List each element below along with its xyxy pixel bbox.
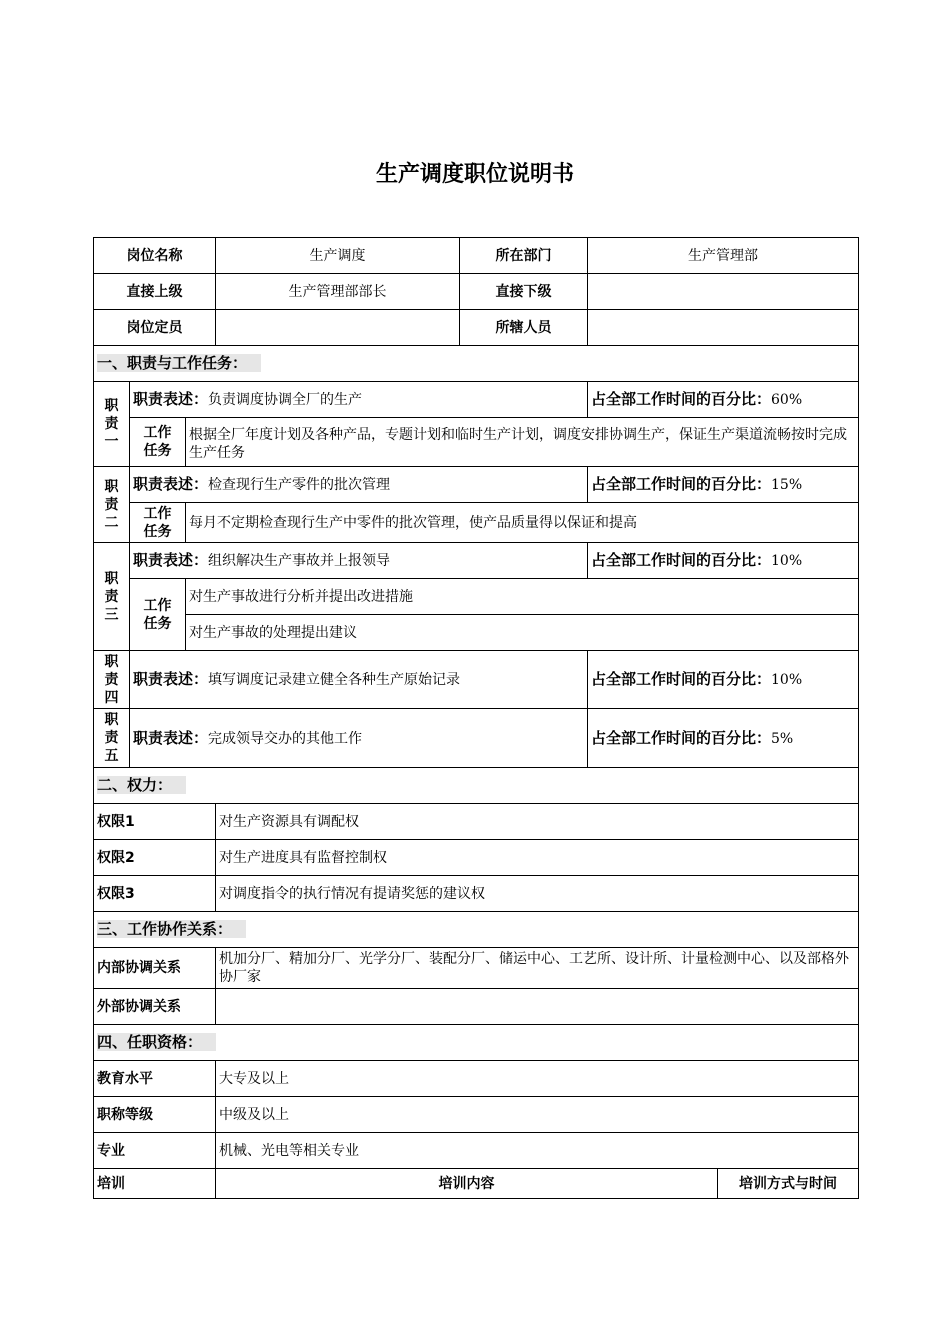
section4-header-row <box>94 1025 859 1061</box>
qual-3-text: 机械、光电等相关专业 <box>216 1133 859 1169</box>
duty-1-task-label: 工作 任务 <box>130 418 186 467</box>
power-3-text: 对调度指令的执行情况有提请奖惩的建议权 <box>216 876 859 912</box>
duty-2-task-label: 工作 任务 <box>130 503 186 543</box>
section2-heading-text: 二、权力： <box>97 776 186 794</box>
duty-3-name: 职 责 三 <box>94 543 130 651</box>
duty-2-desc-cell <box>130 467 588 503</box>
duty-5-desc: 完成领导交办的其他工作 <box>208 730 363 747</box>
section2-header-row <box>94 768 859 804</box>
duty-4-desc: 填写调度记录建立健全各种生产原始记录 <box>208 672 461 688</box>
qual-row-1 <box>94 1061 859 1097</box>
duty-1-name: 职 责 一 <box>94 382 130 467</box>
basic-row-3 <box>94 310 859 346</box>
subordinate-value <box>588 274 859 310</box>
subordinate-label: 直接下级 <box>460 274 588 310</box>
qual-1-label: 教育水平 <box>94 1061 216 1097</box>
duty-1-task-1: 根据全厂年度计划及各种产品，专题计划和临时生产计划，调度安排协调生产，保证生产渠道流畅按时完成生产任务 <box>186 418 859 467</box>
qual-3-label: 专业 <box>94 1133 216 1169</box>
time-label: 占全部工作时间的百分比： <box>591 670 772 688</box>
duty-2-pct-cell <box>588 467 859 503</box>
document-title: 生产调度职位说明书 <box>375 162 574 187</box>
duty-label: 职责表述： <box>133 390 209 408</box>
staff-label: 所辖人员 <box>460 310 588 346</box>
section4-heading <box>94 1025 859 1061</box>
dept-value: 生产管理部 <box>588 238 859 274</box>
duty-5-desc-cell <box>130 709 588 768</box>
section3-heading-text: 三、工作协作关系： <box>97 920 246 938</box>
duty-3-task-label: 工作 任务 <box>130 579 186 651</box>
duty-1-pct-cell <box>588 382 859 418</box>
basic-row-2 <box>94 274 859 310</box>
power-row-2 <box>94 840 859 876</box>
training-label: 培训 <box>94 1169 216 1199</box>
qual-2-label: 职称等级 <box>94 1097 216 1133</box>
section4-heading-text: 四、任职资格： <box>97 1033 216 1051</box>
internal-relations-label: 内部协调关系 <box>94 948 216 989</box>
duty-label: 职责表述： <box>133 475 209 493</box>
duty-1-pct: 60% <box>771 392 803 408</box>
duty-1-desc: 负责调度协调全厂的生产 <box>208 392 363 408</box>
qual-1-text: 大专及以上 <box>216 1061 859 1097</box>
section1-header-row <box>94 346 859 382</box>
quota-label: 岗位定员 <box>94 310 216 346</box>
section3-header-row <box>94 912 859 948</box>
power-row-3 <box>94 876 859 912</box>
section2-heading <box>94 768 859 804</box>
duty-5-row <box>94 709 859 768</box>
duty-4-pct-cell <box>588 651 859 709</box>
qual-row-3 <box>94 1133 859 1169</box>
duty-3-desc: 组织解决生产事故并上报领导 <box>208 553 391 569</box>
section1-heading-text: 一、职责与工作任务： <box>97 354 261 372</box>
time-label: 占全部工作时间的百分比： <box>591 728 772 747</box>
quota-value <box>216 310 460 346</box>
duty-1-desc-cell <box>130 382 588 418</box>
duty-2-pct: 15% <box>771 477 803 493</box>
qual-2-text: 中级及以上 <box>216 1097 859 1133</box>
job-description-table <box>93 237 859 1199</box>
section1-heading <box>94 346 859 382</box>
duty-1-row <box>94 382 859 418</box>
duty-5-name: 职 责 五 <box>94 709 130 768</box>
power-1-text: 对生产资源具有调配权 <box>216 804 859 840</box>
duty-5-pct: 5% <box>771 730 794 747</box>
basic-row-1 <box>94 238 859 274</box>
superior-value: 生产管理部部长 <box>216 274 460 310</box>
duty-1-task-row <box>94 418 859 467</box>
training-content-header: 培训内容 <box>216 1169 718 1199</box>
duty-label: 职责表述： <box>133 551 209 569</box>
duty-3-pct-cell <box>588 543 859 579</box>
duty-3-row <box>94 543 859 579</box>
post-name-label: 岗位名称 <box>94 238 216 274</box>
duty-2-name: 职 责 二 <box>94 467 130 543</box>
internal-relations-text: 机加分厂、精加分厂、光学分厂、装配分厂、储运中心、工艺所、设计所、计量检测中心、以及部格外协厂家 <box>216 948 859 989</box>
dept-label: 所在部门 <box>460 238 588 274</box>
duty-3-task-row-2 <box>94 615 859 651</box>
duty-4-row <box>94 651 859 709</box>
external-relations-label: 外部协调关系 <box>94 989 216 1025</box>
duty-2-desc: 检查现行生产零件的批次管理 <box>208 477 391 493</box>
duty-3-desc-cell <box>130 543 588 579</box>
training-row <box>94 1169 859 1199</box>
training-method-header: 培训方式与时间 <box>718 1169 859 1199</box>
duty-label: 职责表述： <box>133 670 209 688</box>
duty-4-desc-cell <box>130 651 588 709</box>
power-row-1 <box>94 804 859 840</box>
power-3-label: 权限3 <box>94 876 216 912</box>
time-label: 占全部工作时间的百分比： <box>591 475 772 493</box>
qual-row-2 <box>94 1097 859 1133</box>
duty-label: 职责表述： <box>133 728 209 747</box>
duty-2-task-1: 每月不定期检查现行生产中零件的批次管理，使产品质量得以保证和提高 <box>186 503 859 543</box>
duty-5-pct-cell <box>588 709 859 768</box>
internal-relations-row <box>94 948 859 989</box>
duty-4-name: 职 责 四 <box>94 651 130 709</box>
external-relations-text <box>216 989 859 1025</box>
duty-3-task-1: 对生产事故进行分析并提出改进措施 <box>186 579 859 615</box>
duty-2-task-row <box>94 503 859 543</box>
duty-3-pct: 10% <box>771 553 803 569</box>
external-relations-row <box>94 989 859 1025</box>
duty-3-task-row-1 <box>94 579 859 615</box>
staff-value <box>588 310 859 346</box>
superior-label: 直接上级 <box>94 274 216 310</box>
power-2-label: 权限2 <box>94 840 216 876</box>
time-label: 占全部工作时间的百分比： <box>591 390 772 408</box>
duty-4-pct: 10% <box>771 672 803 688</box>
duty-3-task-2: 对生产事故的处理提出建议 <box>186 615 859 651</box>
duty-2-row <box>94 467 859 503</box>
section3-heading <box>94 912 859 948</box>
post-name-value: 生产调度 <box>216 238 460 274</box>
power-1-label: 权限1 <box>94 804 216 840</box>
time-label: 占全部工作时间的百分比： <box>591 551 772 569</box>
power-2-text: 对生产进度具有监督控制权 <box>216 840 859 876</box>
